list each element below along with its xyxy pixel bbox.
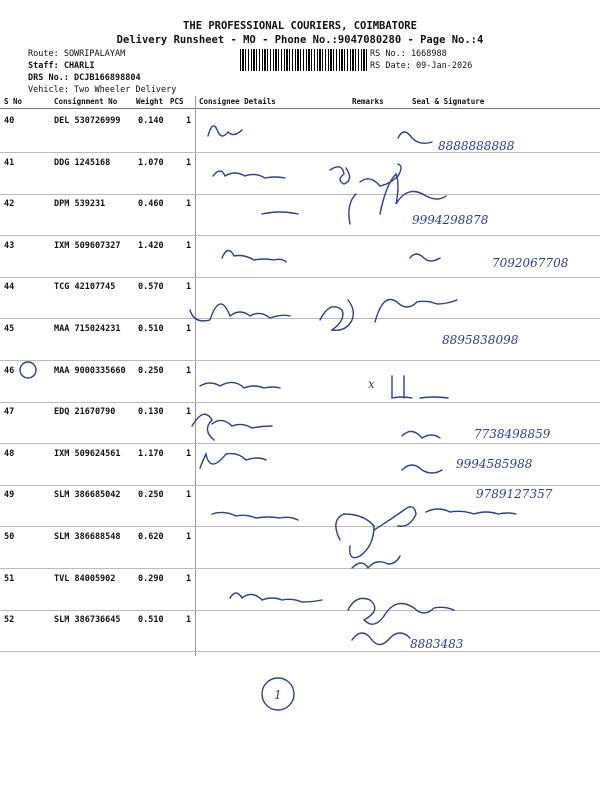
signature-scribble (230, 593, 322, 602)
row-consignment: EDQ 21670790 (54, 407, 116, 418)
row-pcs: 1 (186, 324, 192, 334)
row-sno: 45 (4, 324, 15, 334)
col-signature: Seal & Signature (412, 97, 485, 106)
col-consignment: Consignment No (54, 97, 118, 106)
col-weight: Weight (136, 97, 164, 106)
row-sno: 51 (4, 573, 15, 584)
row-weight: 0.250 (138, 490, 164, 501)
row-consignment: DEL 530726999 (54, 116, 121, 126)
route-label: Route: SOWRIPALAYAM (28, 49, 126, 59)
row-consignment: MAA 9000335660 (54, 365, 126, 376)
row-weight: 0.140 (138, 116, 164, 126)
signature-scribble (212, 512, 298, 520)
company-title: THE PROFESSIONAL COURIERS, COIMBATORE (183, 20, 417, 32)
row-pcs: 1 (186, 490, 192, 501)
rs-date: RS Date: 09-Jan-2026 (370, 61, 473, 71)
row-pcs: 1 (186, 157, 192, 168)
row-sno: 44 (4, 282, 15, 293)
row-consignment: TVL 84005902 (54, 573, 116, 584)
col-consignee: Consignee Details (199, 97, 276, 106)
row-pcs: 1 (186, 407, 192, 418)
row-consignment: DDG 1245168 (54, 157, 111, 168)
signature-scribble (375, 300, 457, 323)
rs-number: RS No.: 1668988 (370, 49, 447, 59)
signature-scribble (392, 376, 448, 398)
handwritten-phone: 8895838098 (442, 333, 519, 347)
signature-scribble (200, 454, 266, 468)
handwritten-phone: 7738498859 (474, 427, 551, 441)
row-pcs: 1 (186, 240, 192, 251)
signature-scribble (192, 414, 272, 440)
circle-mark-label: 1 (274, 688, 282, 702)
col-pcs: PCS (170, 97, 184, 106)
runsheet-title: Delivery Runsheet - MO - Phone No.:9047080280 - Page No.:4 (116, 34, 484, 46)
row-sno: 47 (4, 407, 15, 418)
signature-scribble (190, 304, 290, 321)
signature-scribble (402, 465, 442, 473)
handwritten-phone: 9994585988 (456, 457, 533, 471)
row-consignment: IXM 509607327 (54, 240, 121, 251)
row-consignment: SLM 386685042 (54, 490, 121, 501)
row-weight: 0.570 (138, 282, 164, 293)
row-sno: 43 (4, 240, 15, 251)
signature-scribble (426, 509, 516, 514)
row-consignment: TCG 42107745 (54, 282, 116, 293)
row-pcs: 1 (186, 448, 192, 459)
staff-label: Staff: CHARLI (28, 61, 95, 71)
row-pcs: 1 (186, 573, 192, 584)
row-consignment: DPM 539231 (54, 199, 106, 210)
signature-scribble (336, 514, 374, 558)
row-weight: 1.070 (138, 157, 164, 168)
handwritten-remark: x (368, 377, 375, 391)
signature-scribble (222, 250, 286, 262)
signature-scribble (208, 126, 242, 136)
signature-scribble (410, 254, 440, 261)
row-sno: 42 (4, 199, 15, 210)
col-remarks: Remarks (352, 97, 384, 106)
row-weight: 0.250 (138, 365, 164, 376)
signature-scribble (213, 171, 285, 178)
row-pcs: 1 (186, 532, 192, 542)
drs-number: DRS No.: DCJB166898804 (28, 73, 141, 83)
row-pcs: 1 (186, 615, 192, 626)
signature-scribble (349, 194, 356, 224)
row-weight: 0.290 (138, 573, 164, 584)
col-sno: S No (4, 97, 23, 106)
handwritten-phone: 9789127357 (476, 487, 553, 501)
handwritten-phone: 9994298878 (412, 213, 489, 227)
handwritten-phone: 7092067708 (492, 256, 569, 270)
signature-scribble (262, 212, 298, 214)
row-sno: 40 (4, 116, 15, 126)
vehicle-label: Vehicle: Two Wheeler Delivery (28, 85, 177, 95)
row-sno: 46 (4, 365, 15, 376)
row-sno: 50 (4, 532, 15, 542)
row-sno: 48 (4, 448, 15, 459)
row-weight: 0.460 (138, 199, 164, 210)
row-weight: 0.510 (138, 615, 164, 626)
row-pcs: 1 (186, 116, 192, 126)
row-consignment: IXM 509624561 (54, 448, 121, 459)
signature-scribble (402, 431, 440, 438)
row-weight: 1.420 (138, 240, 164, 251)
signature-scribble (348, 598, 454, 624)
row-consignment: SLM 386736645 (54, 615, 121, 626)
row-weight: 1.170 (138, 448, 164, 459)
signature-scribble (374, 507, 416, 530)
handwritten-phone: 8883483 (410, 637, 464, 651)
row-weight: 0.510 (138, 324, 164, 334)
signature-scribble (398, 132, 432, 143)
row-sno: 52 (4, 615, 15, 626)
circle-mark (20, 362, 36, 378)
signature-scribble (352, 556, 400, 568)
row-sno: 49 (4, 490, 15, 501)
row-pcs: 1 (186, 199, 192, 210)
signature-scribble (330, 167, 350, 184)
row-consignment: SLM 386688548 (54, 532, 121, 542)
signature-scribble (320, 300, 353, 330)
signature-scribble (200, 382, 280, 388)
row-sno: 41 (4, 157, 15, 168)
signature-scribble (352, 633, 410, 645)
row-consignment: MAA 715024231 (54, 324, 121, 334)
row-pcs: 1 (186, 282, 192, 293)
row-pcs: 1 (186, 365, 192, 376)
handwritten-phone: 8888888888 (438, 139, 515, 153)
row-weight: 0.130 (138, 407, 164, 418)
signature-scribble (380, 174, 446, 214)
row-weight: 0.620 (138, 532, 164, 542)
